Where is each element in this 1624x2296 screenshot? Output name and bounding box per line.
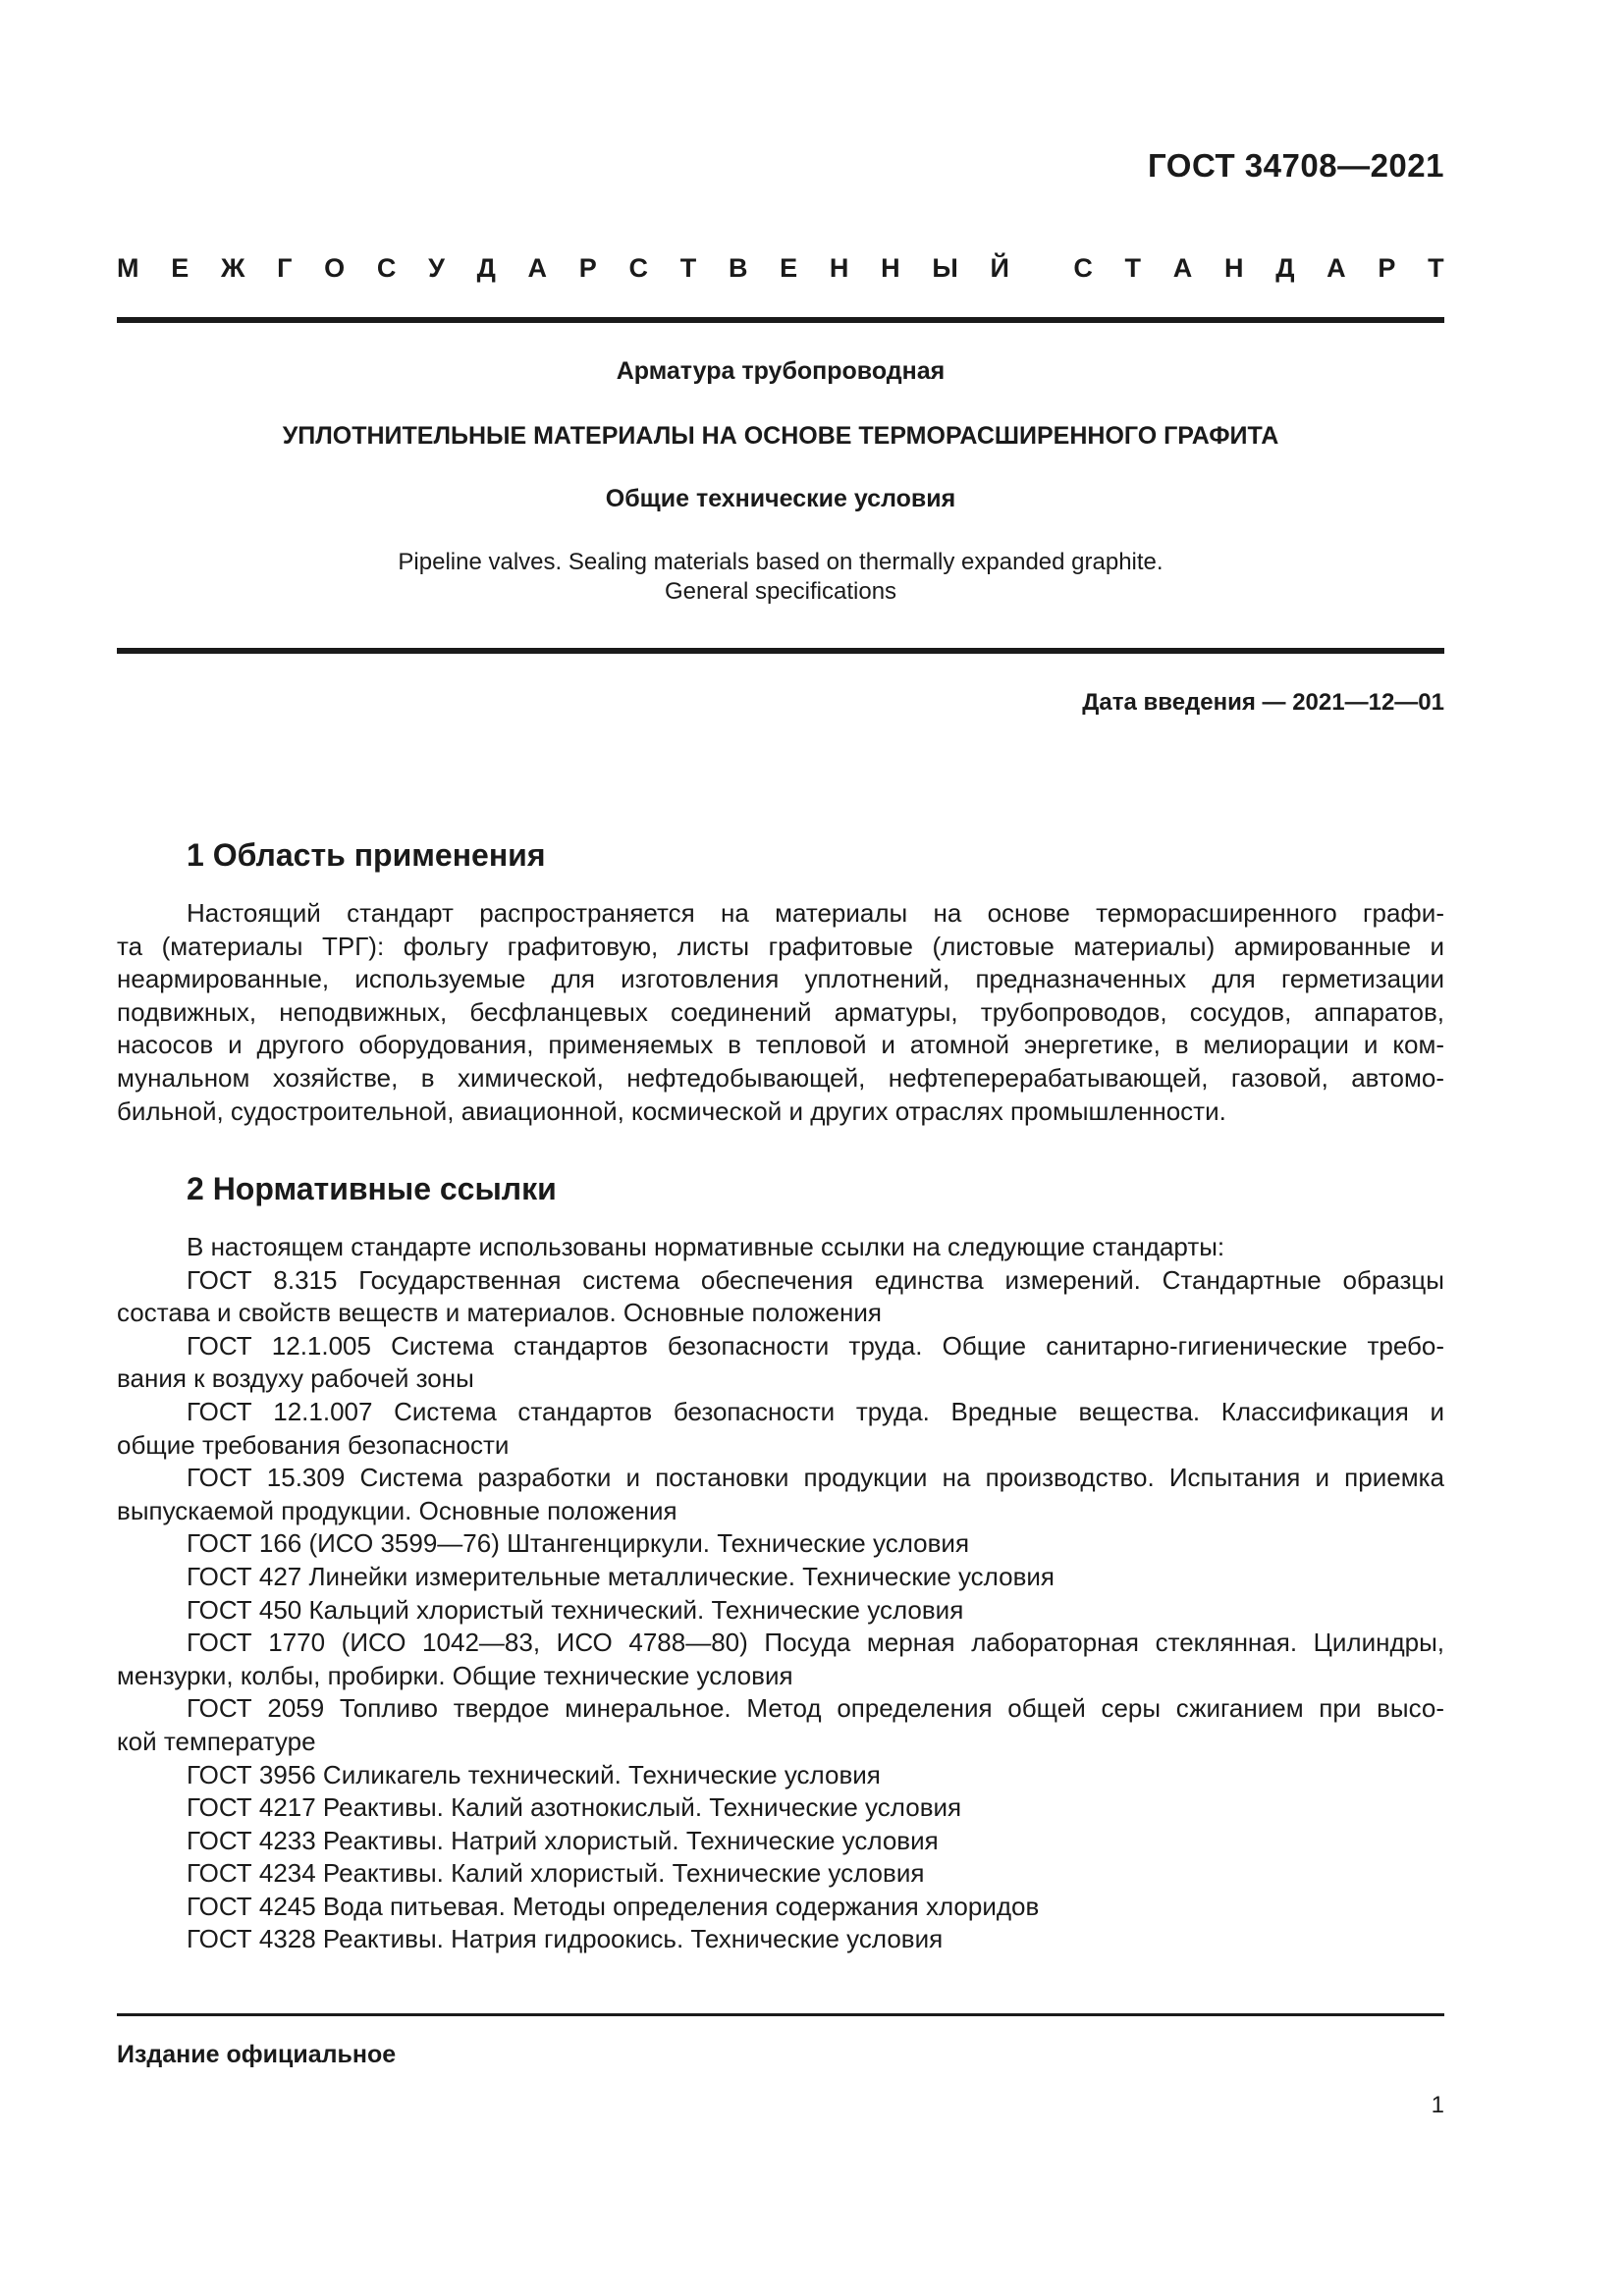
reference-line: выпускаемой продукции. Основные положения [117, 1495, 677, 1525]
footer-divider [117, 2013, 1444, 2016]
heading-letter: Н [1223, 253, 1244, 283]
section1-body [117, 897, 1444, 1128]
heading-letter: Р [578, 253, 597, 283]
paragraph-line: неармированные, используемые для изготовления уплотнений, предназначенных для герметизации [117, 964, 1444, 994]
heading-letter: С [628, 253, 648, 283]
heading-letter: А [1326, 253, 1346, 283]
paragraph-line: подвижных, неподвижных, бесфланцевых соединений арматуры, трубопроводов, сосудов, аппаратов, [117, 996, 1444, 1027]
title-english-line1: Pipeline valves. Sealing materials based on thermally expanded graphite. [398, 549, 1164, 575]
reference-line: мензурки, колбы, пробирки. Общие технические условия [117, 1660, 793, 1690]
page-number: 1 [1431, 2092, 1444, 2118]
reference-line: ГОСТ 2059 Топливо твердое минеральное. Метод определения общей серы сжиганием при высо- [187, 1693, 1444, 1724]
reference-line: ГОСТ 4328 Реактивы. Натрия гидроокись. Технические условия [187, 1924, 944, 1954]
reference-line: ГОСТ 4217 Реактивы. Калий азотнокислый. Технические условия [187, 1792, 962, 1823]
reference-line: ГОСТ 12.1.005 Система стандартов безопасности труда. Общие санитарно-гигиенические требо- [187, 1330, 1444, 1361]
reference-line: ГОСТ 1770 (ИСО 1042—83, ИСО 4788—80) Посуда мерная лабораторная стеклянная. Цилиндры, [187, 1628, 1444, 1658]
section2-title: 2 Нормативные ссылки [187, 1171, 557, 1206]
reference-line: ГОСТ 427 Линейки измерительные металлические. Технические условия [187, 1561, 1055, 1591]
paragraph-line: бильной, судостроительной, авиационной, космической и других отраслях промышленности. [117, 1095, 1226, 1126]
reference-line: ГОСТ 12.1.007 Система стандартов безопасности труда. Вредные вещества. Классификация и [187, 1396, 1444, 1426]
reference-line: ГОСТ 4233 Реактивы. Натрий хлористый. Технические условия [187, 1825, 939, 1855]
reference-line: ГОСТ 3956 Силикагель технический. Технические условия [187, 1759, 881, 1789]
heading-letter: Т [679, 253, 697, 283]
date-of-introduction: Дата введения — 2021—12—01 [1082, 689, 1444, 716]
heading-letter: Н [829, 253, 849, 283]
heading-letter: Й [990, 253, 1009, 283]
paragraph-line: В настоящем стандарте использованы нормативные ссылки на следующие стандарты: [187, 1232, 1225, 1261]
interstate-standard-heading [117, 253, 1444, 284]
heading-letter: Р [1378, 253, 1396, 283]
top-divider [117, 317, 1444, 323]
heading-letter: С [1073, 253, 1093, 283]
reference-line: ГОСТ 15.309 Система разработки и постановки продукции на производство. Испытания и приемка [187, 1463, 1444, 1493]
heading-letter: А [527, 253, 548, 283]
reference-line: состава и свойств веществ и материалов. Основные положения [117, 1298, 882, 1328]
official-edition-label: Издание официальное [117, 2041, 397, 2068]
heading-letter: Е [780, 253, 798, 283]
standard-number: ГОСТ 34708—2021 [1148, 147, 1444, 184]
title-english-line2: General specifications [664, 578, 897, 605]
heading-letter: В [728, 253, 748, 283]
heading-letter: О [324, 253, 346, 283]
heading-letter: Д [1275, 253, 1295, 283]
heading-letter: Д [476, 253, 496, 283]
paragraph-line: насосов и другого оборудования, применяемых в тепловой и атомной энергетике, в мелиорации и ком- [117, 1030, 1444, 1060]
reference-line: ГОСТ 4245 Вода питьевая. Методы определения содержания хлоридов [187, 1891, 1040, 1921]
reference-line: кой температуре [117, 1726, 316, 1756]
reference-line: вания к воздуху рабочей зоны [117, 1363, 474, 1394]
heading-letter: Г [277, 253, 293, 283]
heading-letter: С [376, 253, 397, 283]
reference-line: ГОСТ 166 (ИСО 3599—76) Штангенциркули. Технические условия [187, 1528, 970, 1559]
heading-letter: Е [171, 253, 189, 283]
reference-line: ГОСТ 4234 Реактивы. Калий хлористый. Технические условия [187, 1858, 925, 1889]
heading-letter: Ж [220, 253, 245, 283]
heading-letter: Ы [932, 253, 958, 283]
title-subject: Арматура трубопроводная [616, 357, 946, 385]
title-main: УПЛОТНИТЕЛЬНЫЕ МАТЕРИАЛЫ НА ОСНОВЕ ТЕРМОРАСШИРЕННОГО ГРАФИТА [282, 422, 1279, 450]
heading-letter: Н [881, 253, 900, 283]
paragraph-line: Настоящий стандарт распространяется на материалы на основе терморасширенного графи- [187, 898, 1444, 928]
heading-letter: М [117, 253, 139, 283]
reference-line: общие требования безопасности [117, 1429, 510, 1460]
heading-letter: Т [1428, 253, 1444, 283]
title-general: Общие технические условия [605, 485, 956, 512]
paragraph-line: мунальном хозяйстве, в химической, нефтедобывающей, нефтеперерабатывающей, газовой, автомо- [117, 1062, 1444, 1093]
title-divider [117, 648, 1444, 654]
heading-letter: У [428, 253, 445, 283]
section2-body [117, 1231, 1444, 1956]
reference-line: ГОСТ 8.315 Государственная система обеспечения единства измерений. Стандартные образцы [187, 1264, 1444, 1295]
paragraph-line: та (материалы ТРГ): фольгу графитовую, листы графитовые (листовые материалы) армированные и [117, 931, 1444, 961]
heading-letter: А [1172, 253, 1193, 283]
section1-title: 1 Область применения [187, 837, 546, 873]
heading-letter: Т [1124, 253, 1142, 283]
reference-line: ГОСТ 450 Кальций хлористый технический. Технические условия [187, 1594, 964, 1625]
